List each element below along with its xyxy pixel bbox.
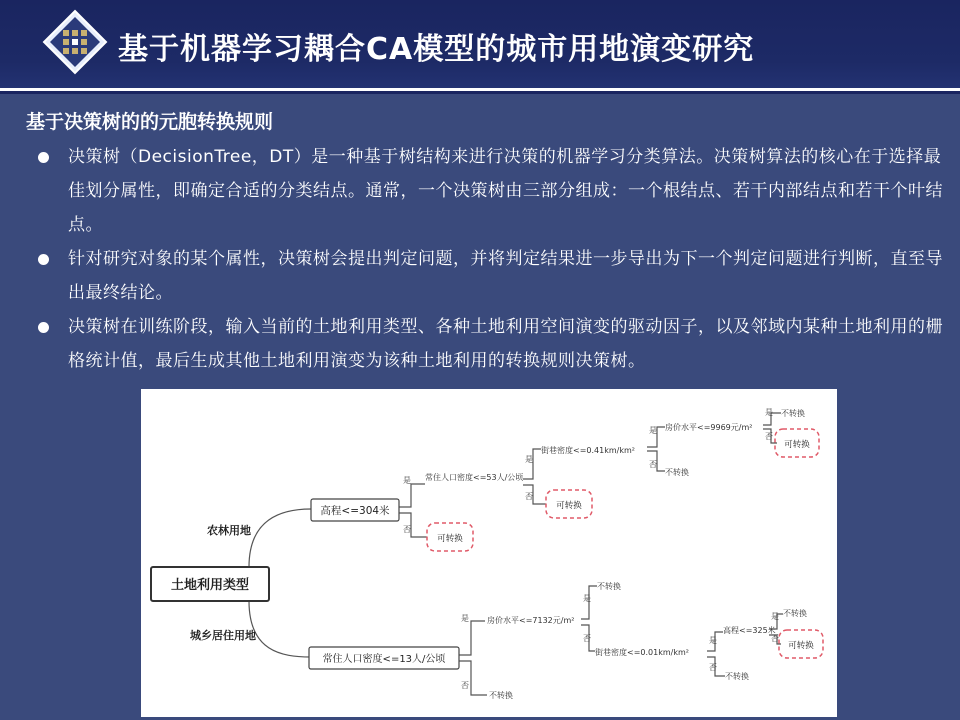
yes-label: 是 — [765, 408, 773, 417]
branch-label-farm: 农林用地 — [207, 524, 251, 537]
yes-label: 是 — [525, 455, 533, 464]
price9969-node-label: 房价水平<=9969元/m² — [665, 423, 753, 432]
no-label: 否 — [403, 525, 411, 534]
no-label: 否 — [649, 460, 657, 469]
convertible-label: 可转换 — [437, 534, 463, 544]
page-title: 基于机器学习耦合CA模型的城市用地演变研究 — [118, 32, 755, 67]
bullet-dot-icon — [38, 254, 49, 265]
yes-label: 是 — [461, 614, 469, 623]
no-label: 否 — [583, 634, 591, 643]
pop13-node-label: 常住人口密度<=13人/公顷 — [322, 654, 446, 665]
elevation-node-label: 高程<=304米 — [320, 505, 390, 517]
decision-tree-diagram — [141, 389, 837, 717]
bullet-list — [32, 140, 947, 378]
yes-label: 是 — [649, 426, 657, 435]
yes-label: 是 — [771, 612, 779, 621]
alley041-node-label: 街巷密度<=0.41km/km² — [541, 446, 635, 455]
bullet-text: 针对研究对象的某个属性，决策树会提出判定问题，并将判定结果进一步导出为下一个判定问题进行判断，直至导出最终结论。 — [68, 249, 943, 303]
header-divider-dark — [0, 91, 960, 94]
bullet-dot-icon — [38, 322, 49, 333]
yes-label: 是 — [709, 636, 717, 645]
no-label: 否 — [461, 681, 469, 690]
root-node-label: 土地利用类型 — [170, 578, 250, 593]
elev325-node-label: 高程<=325米 — [723, 626, 776, 635]
grid-diamond-logo-icon — [42, 9, 108, 75]
section-subtitle: 基于决策树的的元胞转换规则 — [26, 111, 274, 133]
header-bar — [0, 0, 960, 88]
not-convert-label: 不转换 — [725, 672, 749, 681]
no-label: 否 — [525, 492, 533, 501]
not-convert-label: 不转换 — [597, 582, 621, 591]
branch-label-urban: 城乡居住用地 — [190, 629, 256, 642]
pop53-node-label: 常住人口密度<=53人/公顷 — [425, 473, 524, 482]
bullet-item — [32, 140, 947, 242]
bullet-item — [32, 242, 947, 310]
not-convert-label: 不转换 — [489, 691, 513, 700]
not-convert-label: 不转换 — [665, 468, 689, 477]
yes-label: 是 — [403, 476, 411, 485]
alley001-node-label: 街巷密度<=0.01km/km² — [595, 648, 689, 657]
convertible-label: 可转换 — [784, 440, 810, 450]
convertible-label: 可转换 — [788, 641, 814, 651]
yes-label: 是 — [583, 594, 591, 603]
no-label: 否 — [771, 634, 779, 643]
bullet-item — [32, 310, 947, 378]
no-label: 否 — [709, 663, 717, 672]
bullet-text: 决策树在训练阶段，输入当前的土地利用类型、各种土地利用空间演变的驱动因子，以及邻域内某种土地利用的栅格统计值，最后生成其他土地利用演变为该种土地利用的转换规则决策树。 — [68, 317, 943, 371]
convertible-label: 可转换 — [556, 501, 582, 511]
bullet-text: 决策树（DecisionTree，DT）是一种基于树结构来进行决策的机器学习分类算法。决策树算法的核心在于选择最佳划分属性，即确定合适的分类结点。通常，一个决策树由三部分组成：一个根结点、若干内部结点和若干个叶结点。 — [68, 147, 943, 235]
bullet-dot-icon — [38, 152, 49, 163]
price7132-node-label: 房价水平<=7132元/m² — [487, 616, 575, 625]
decision-tree-figure — [141, 389, 837, 717]
no-label: 否 — [765, 432, 773, 441]
not-convert-label: 不转换 — [783, 609, 807, 618]
not-convert-label: 不转换 — [781, 409, 805, 418]
